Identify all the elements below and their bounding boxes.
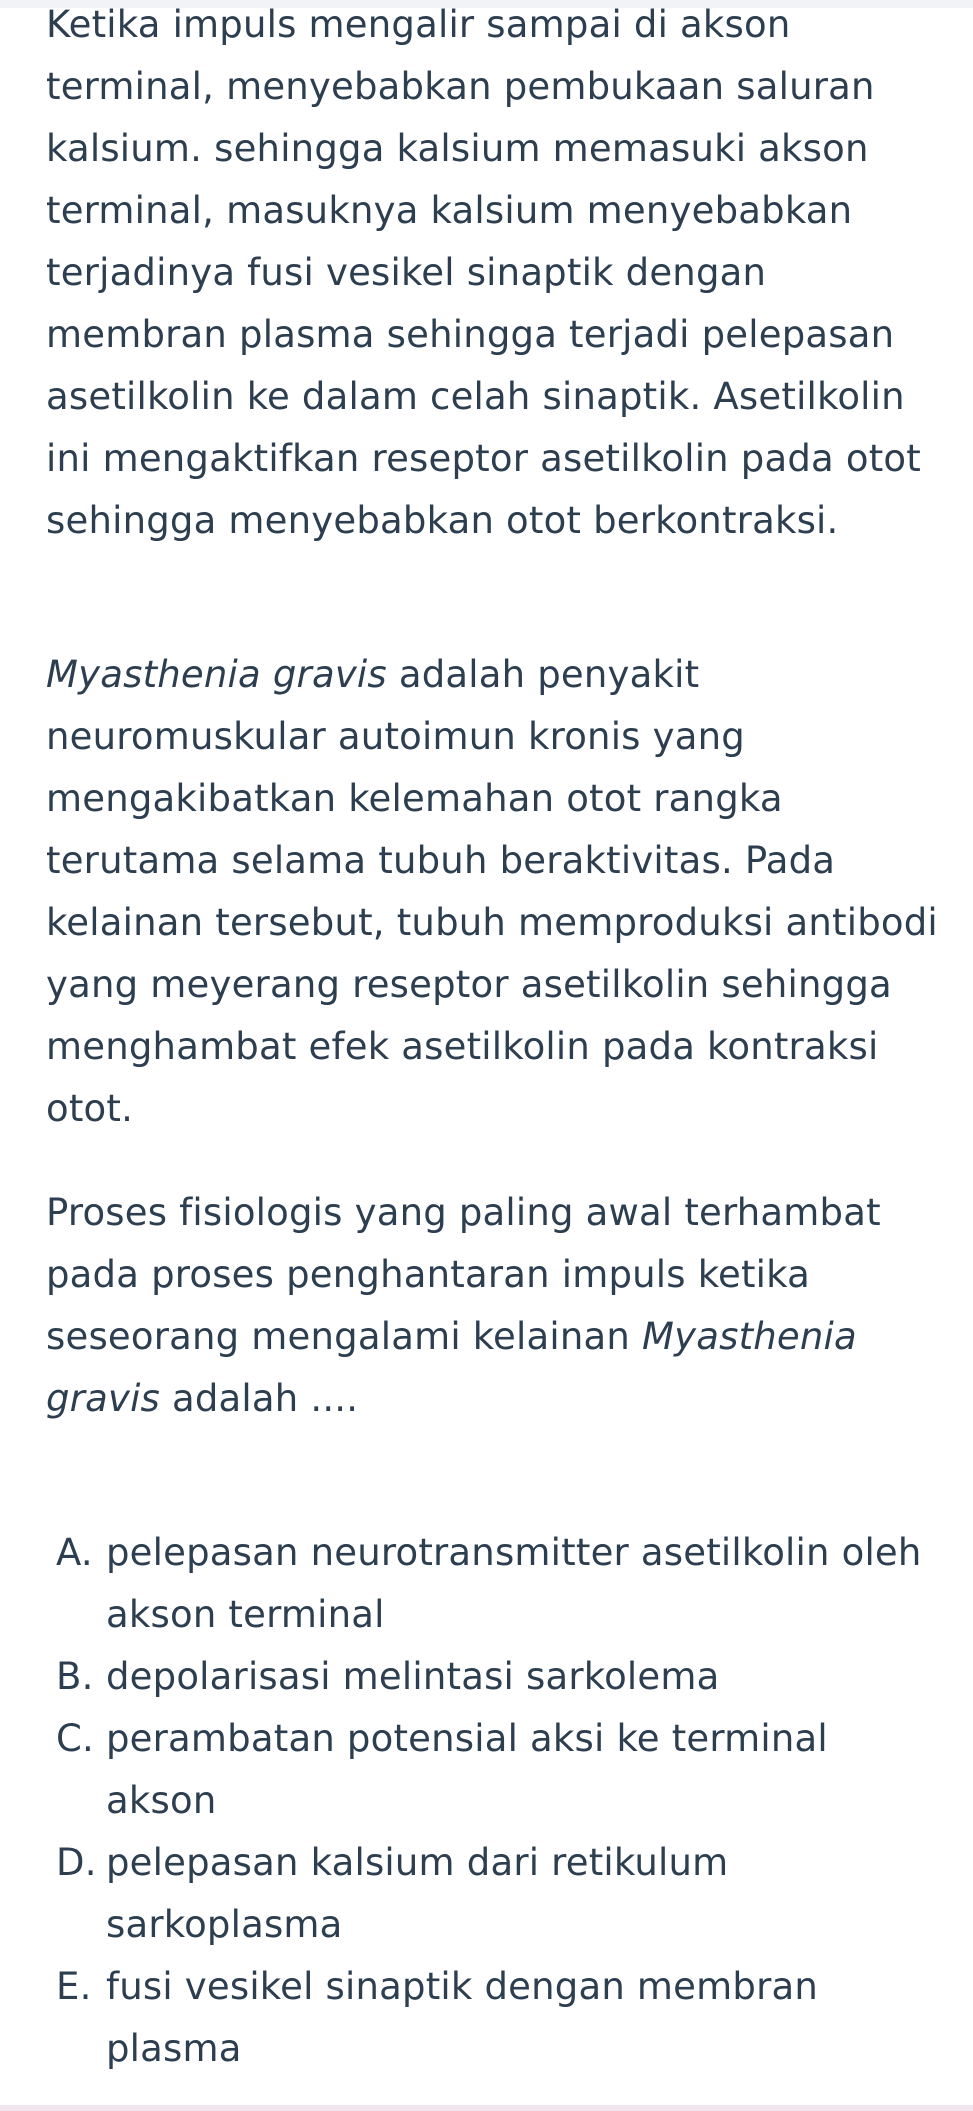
option-a[interactable] — [46, 1522, 946, 1646]
option-text: perambatan potensial aksi ke terminal akson — [106, 1717, 828, 1822]
option-letter: B. — [56, 1655, 94, 1698]
question-stem — [46, 1182, 946, 1430]
question-disease-term: Myasthenia gravis — [46, 1315, 857, 1420]
question-stem-text: Proses fisiologis yang paling awal terhambat pada proses penghantaran impuls ketika seseorang mengalami kelainan — [46, 1191, 881, 1358]
option-letter: C. — [56, 1717, 94, 1760]
option-text: pelepasan neurotransmitter asetilkolin oleh akson terminal — [106, 1531, 922, 1636]
bottom-edge — [0, 2105, 973, 2111]
question-content — [46, 0, 946, 2080]
option-c[interactable] — [46, 1708, 946, 1832]
option-text: fusi vesikel sinaptik dengan membran plasma — [106, 1965, 819, 2070]
option-text: depolarisasi melintasi sarkolema — [106, 1655, 720, 1698]
option-text: pelepasan kalsium dari retikulum sarkoplasma — [106, 1841, 729, 1946]
option-d[interactable] — [46, 1832, 946, 1956]
option-letter: D. — [56, 1841, 97, 1884]
option-b[interactable] — [46, 1646, 946, 1708]
passage-paragraph-1: Ketika impuls mengalir sampai di akson terminal, menyebabkan pembukaan saluran kalsium. sehingga kalsium memasuki akson terminal, masuknya kalsium menyebabkan terjadinya fusi vesikel sinaptik dengan membran plasma sehingga terjadi pelepasan asetilkolin ke dalam celah sinaptik. Asetilkolin ini mengaktifkan reseptor asetilkolin pada otot sehingga menyebabkan otot berkontraksi. — [46, 3, 921, 542]
option-e[interactable] — [46, 1956, 946, 2080]
disease-term: Myasthenia gravis — [46, 653, 387, 696]
option-letter: E. — [56, 1965, 92, 2008]
question-stem-ending: adalah .... — [160, 1377, 359, 1420]
passage-paragraph-2 — [46, 644, 946, 1140]
answer-options — [46, 1522, 946, 2080]
passage-paragraph-2-text: adalah penyakit neuromuskular autoimun kronis yang mengakibatkan kelemahan otot rangka terutama selama tubuh beraktivitas. Pada kelainan tersebut, tubuh memproduksi antibodi yang meyerang reseptor asetilkolin sehingga menghambat efek asetilkolin pada kontraksi otot. — [46, 653, 938, 1130]
option-letter: A. — [56, 1531, 93, 1574]
